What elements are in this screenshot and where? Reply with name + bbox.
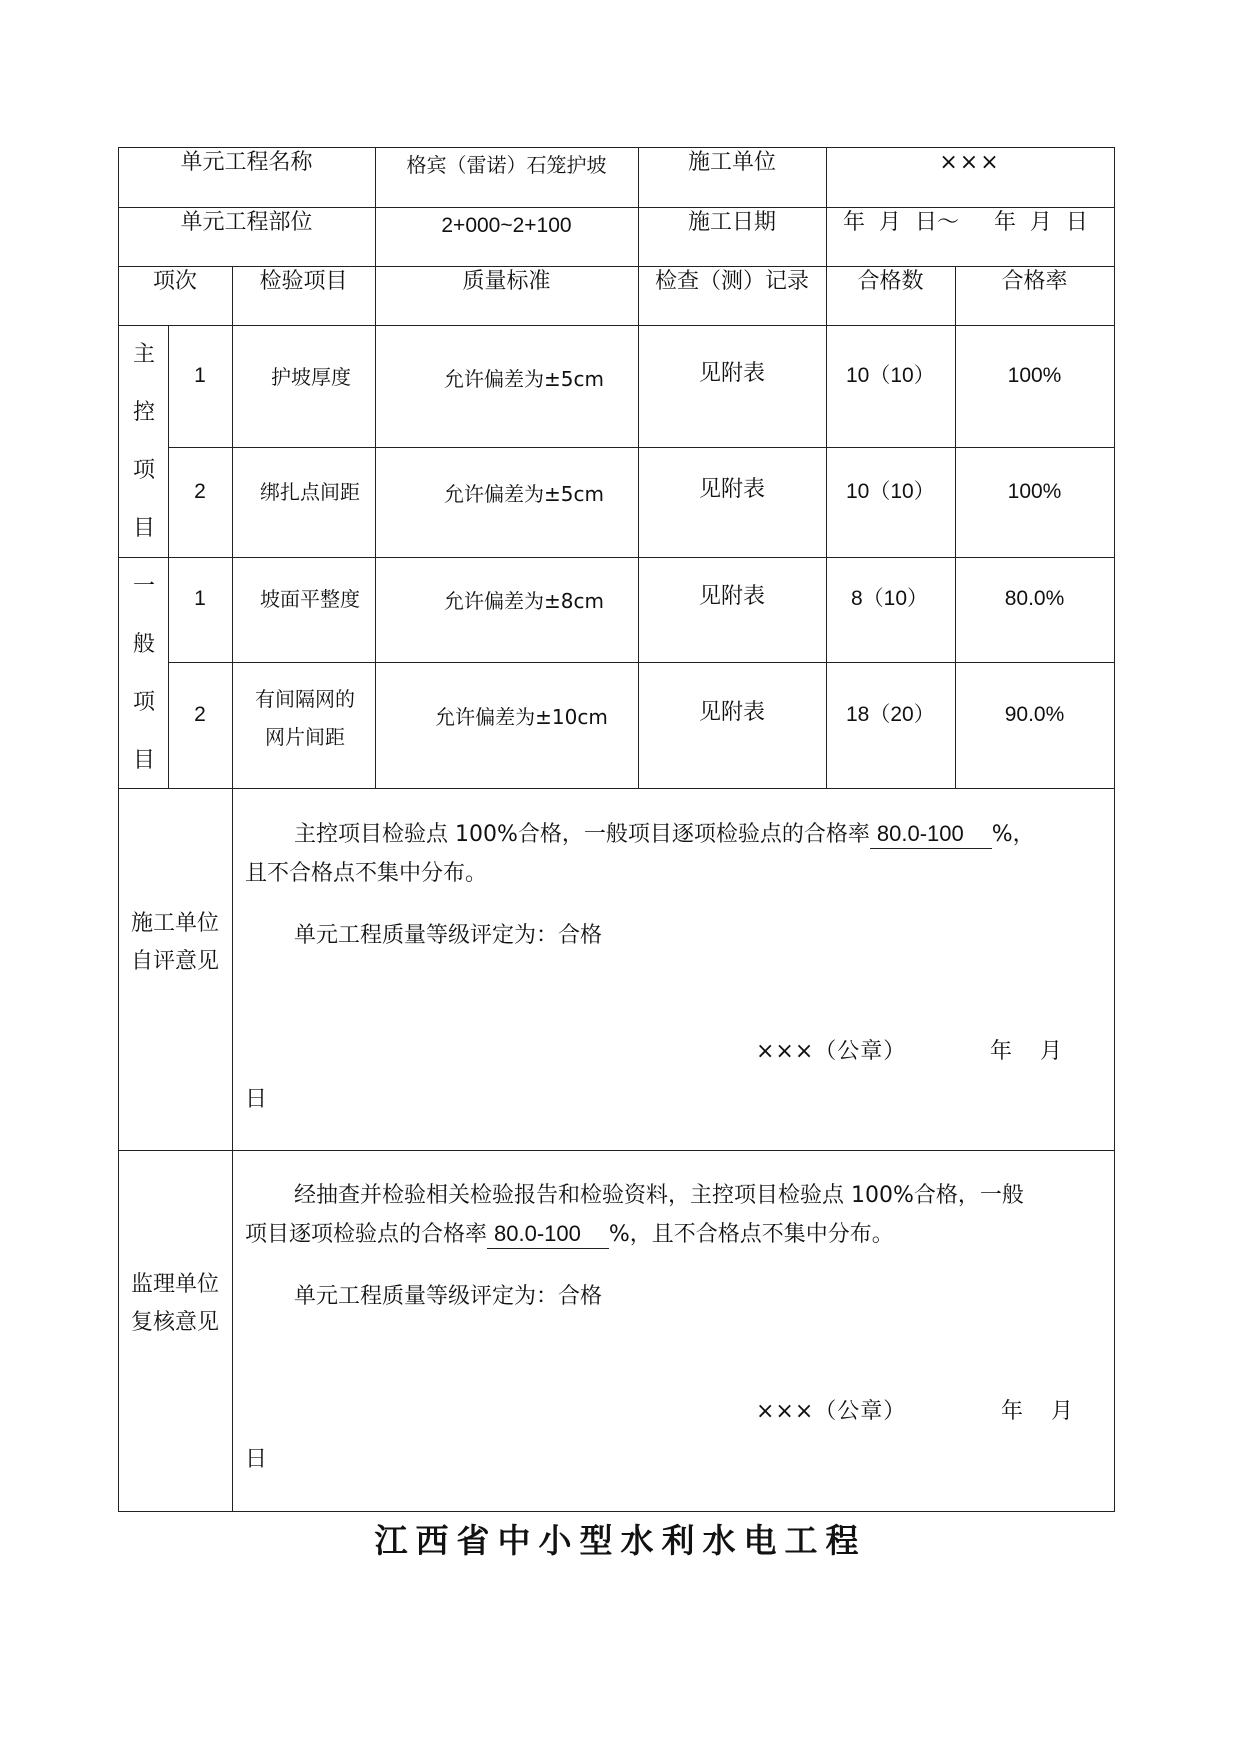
self-eval-text: %， [991, 822, 1035, 847]
unit-name-value: 格宾（雷诺）石笼护坡 [406, 153, 607, 177]
inspection-item: 绑扎点间距 [260, 480, 360, 504]
table-rule [168, 662, 1115, 663]
quality-standard: 允许偏差为±10cm [435, 705, 608, 729]
supervisor-eval-text: 经抽查并检验相关检验报告和检验资料，主控项目检验点 100%合格，一般 [294, 1183, 1024, 1208]
self-eval-year-month: 年 月 [990, 1039, 1062, 1064]
table-rule [118, 788, 1115, 789]
table-rule [232, 266, 233, 1512]
table-rule [118, 325, 1115, 326]
contractor-label: 施工单位 [687, 150, 776, 175]
unit-part-label: 单元工程部位 [180, 210, 313, 235]
supervisor-eval-pass-rate [487, 1221, 609, 1249]
column-header-pass-count: 合格数 [857, 269, 924, 294]
row-number: 2 [194, 480, 206, 503]
supervisor-eval-grade: 单元工程质量等级评定为：合格 [294, 1284, 603, 1309]
table-border-bottom [118, 1511, 1115, 1512]
supervisor-eval-text: 项目逐项检验点的合格率 [245, 1222, 488, 1247]
construction-date-label: 施工日期 [687, 210, 776, 235]
pass-count: 10（10） [846, 364, 935, 387]
supervisor-eval-pass-rate-value: 80.0-100 [494, 1221, 581, 1246]
supervisor-eval-day: 日 [245, 1447, 268, 1472]
pass-count: 10（10） [846, 480, 935, 503]
table-rule [168, 447, 1115, 448]
pass-count: 8（10） [851, 587, 929, 610]
table-border-left [118, 147, 119, 1512]
group-label-char: 一 [132, 574, 155, 599]
group-label-char: 控 [132, 400, 155, 425]
group-label-char: 般 [132, 632, 155, 657]
quality-standard: 允许偏差为±8cm [444, 589, 604, 613]
table-rule [375, 147, 376, 788]
quality-standard: 允许偏差为±5cm [444, 482, 604, 506]
inspection-item: 护坡厚度 [271, 365, 351, 389]
self-eval-label: 施工单位自评意见 [130, 911, 219, 974]
self-eval-pass-rate-value: 80.0-100 [876, 821, 964, 846]
group-label-char: 项 [132, 690, 155, 715]
self-eval-day: 日 [245, 1087, 268, 1112]
pass-rate: 80.0% [1004, 587, 1065, 610]
construction-date-value: 年 月 日～ 年 月 日 [843, 210, 1088, 235]
footer-title: 江西省中小型水利水电工程 [374, 1521, 867, 1560]
contractor-value: ××× [939, 150, 1001, 175]
pass-rate: 100% [1007, 364, 1062, 387]
self-eval-text: 且不合格点不集中分布。 [245, 861, 488, 886]
inspection-record: 见附表 [698, 361, 765, 386]
supervisor-eval-seal: ×××（公章） [756, 1399, 907, 1424]
pass-count: 18（20） [846, 703, 935, 726]
column-header-record: 检查（测）记录 [654, 269, 809, 294]
self-eval-seal: ×××（公章） [756, 1039, 907, 1064]
supervisor-eval-text: %，且不合格点不集中分布。 [608, 1222, 894, 1247]
inspection-record: 见附表 [698, 700, 765, 725]
supervisor-eval-paragraph-1 [245, 1215, 894, 1255]
table-rule [118, 1150, 1115, 1151]
unit-part-value: 2+000~2+100 [441, 214, 572, 237]
unit-name-label: 单元工程名称 [180, 150, 313, 175]
self-eval-text: 主控项目检验点 100%合格，一般项目逐项检验点的合格率 [294, 822, 870, 847]
pass-rate: 90.0% [1004, 703, 1065, 726]
group-label-general [124, 558, 164, 790]
column-header-quality-standard: 质量标准 [462, 269, 551, 294]
self-eval-paragraph-1 [294, 815, 1035, 855]
quality-standard: 允许偏差为±5cm [444, 367, 604, 391]
row-number: 1 [194, 364, 206, 387]
inspection-item: 坡面平整度 [260, 587, 360, 611]
supervisor-eval-year-month: 年 月 [1001, 1399, 1073, 1424]
group-label-char: 目 [132, 516, 155, 541]
pass-rate: 100% [1007, 480, 1062, 503]
group-label-char: 目 [132, 748, 155, 773]
column-header-pass-rate: 合格率 [1001, 269, 1068, 294]
column-header-item-no: 项次 [152, 269, 197, 294]
row-number: 1 [194, 587, 206, 610]
column-header-inspection-item: 检验项目 [259, 269, 348, 294]
group-label-char: 主 [132, 342, 155, 367]
self-eval-pass-rate [870, 821, 992, 849]
inspection-record: 见附表 [698, 584, 765, 609]
inspection-record: 见附表 [698, 477, 765, 502]
self-eval-grade: 单元工程质量等级评定为：合格 [294, 923, 603, 948]
table-rule [826, 147, 827, 788]
table-border-right [1114, 147, 1115, 1512]
group-label-char: 项 [132, 458, 155, 483]
table-rule [638, 147, 639, 788]
table-rule [118, 557, 1115, 558]
inspection-item: 有间隔网的网片间距 [255, 687, 355, 749]
supervisor-eval-label: 监理单位复核意见 [130, 1272, 219, 1335]
row-number: 2 [194, 703, 206, 726]
group-label-main-control [124, 326, 164, 558]
